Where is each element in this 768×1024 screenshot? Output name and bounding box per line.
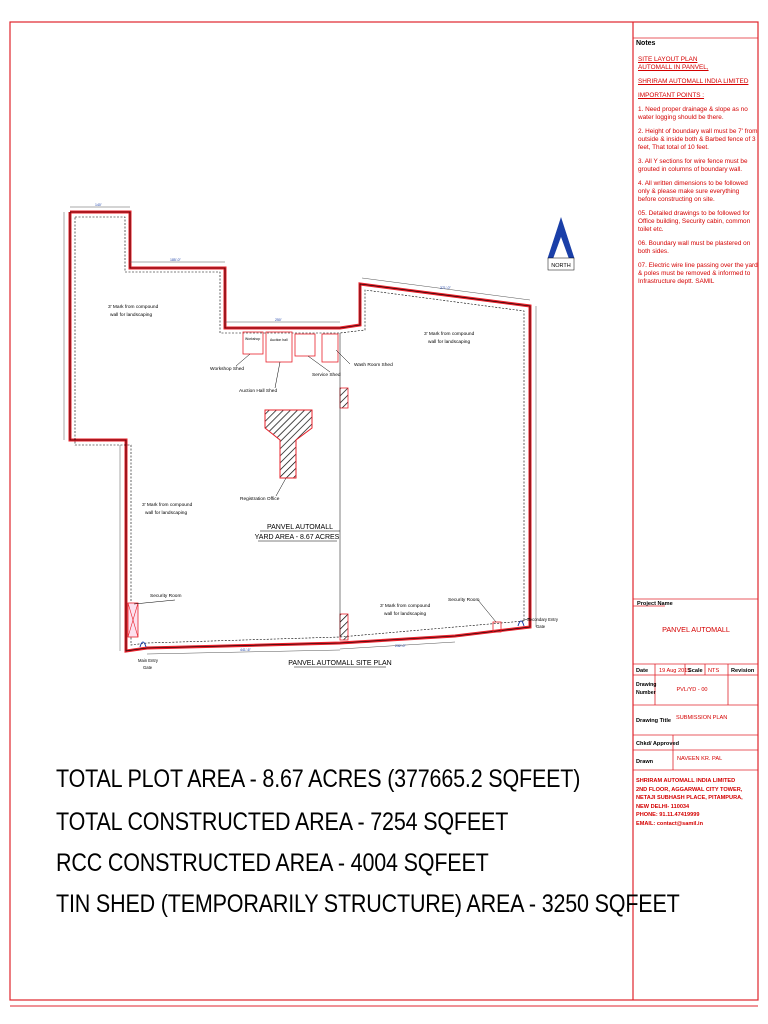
svg-text:371'-0": 371'-0": [440, 286, 451, 290]
note-point: 06. Boundary wall must be plastered on both sides.: [638, 240, 751, 255]
drawing-title-value: SUBMISSION PLAN: [676, 715, 728, 721]
summary-rcc-constructed-area: RCC CONSTRUCTED AREA - 4004 SQFEET: [56, 849, 489, 877]
address-line: EMAIL: contact@samil.in: [636, 820, 703, 827]
notes-important-heading: IMPORTANT POINTS :: [638, 92, 705, 99]
drawn-label: Drawn: [636, 759, 654, 765]
workshop-block: [243, 332, 263, 354]
yard-area: YARD AREA - 8.67 ACRES: [254, 534, 340, 541]
notes-heading: Notes: [636, 40, 656, 47]
project-name-value: PANVEL AUTOMALL: [662, 625, 730, 634]
north-label: NORTH: [551, 263, 571, 269]
label-auction-hall-shed: Auction Hall Shed: [239, 389, 278, 394]
revision-label: Revision: [731, 668, 755, 674]
main-entry-gate-icon: [140, 642, 146, 647]
small-hatched-block: [340, 388, 348, 408]
yard-title: PANVEL AUTOMALL: [266, 524, 334, 531]
scale-label: Scale: [688, 668, 703, 674]
notes-company: SHRIRAM AUTOMALL INDIA LIMITED: [638, 78, 749, 85]
company-address: [636, 777, 756, 829]
drawn-value: NAVEEN KR. PAL: [677, 756, 723, 762]
drawing-number-label: Drawing: [636, 682, 657, 688]
mark-label-w-1: 3' Mark from compound: [142, 503, 193, 508]
mark-label-s-1: 3' Mark from compound: [380, 604, 431, 609]
label-main-entry-2: Gate: [143, 665, 153, 670]
south-hatched-block: [340, 614, 348, 640]
building-group: [128, 332, 501, 640]
notes-title-1: SITE LAYOUT PLAN: [638, 56, 698, 63]
summary-total-plot-area: TOTAL PLOT AREA - 8.67 ACRES (377665.2 SQFEET): [56, 765, 581, 793]
secondary-entry-gate-icon: [518, 621, 524, 626]
drawing-title-label: Drawing Title: [636, 718, 672, 724]
notes-panel: [638, 56, 758, 286]
service-shed-block: [295, 334, 315, 356]
address-line: NETAJI SUBHASH PLACE, PITAMPURA,: [636, 795, 743, 802]
label-service-shed: Service Shed: [312, 373, 341, 378]
label-secondary-entry-1: Secondary Entry: [527, 617, 558, 622]
svg-text:441'-6": 441'-6": [240, 648, 251, 652]
address-line: SHRIRAM AUTOMALL INDIA LIMITED: [636, 778, 736, 784]
date-value: 19 Aug 2015: [659, 668, 691, 674]
label-auction-hall: Auction hall: [270, 338, 288, 342]
svg-text:140': 140': [95, 203, 102, 207]
label-workshop: Workshop: [245, 337, 261, 341]
svg-text:250': 250': [275, 318, 282, 322]
wash-room-block: [322, 334, 338, 362]
note-point: 1. Need proper drainage & slope as no water logging should be there.: [638, 106, 748, 121]
leader-lines: [134, 350, 530, 622]
note-point: 07. Electric wire line passing over the yard & poles must be removed & informed to Infrastructure deptt. SAMIL: [638, 262, 758, 285]
notes-title-2: AUTOMALL IN PANVEL,: [638, 64, 709, 71]
note-point: 4. All written dimensions to be followed only & please make sure everything before constructing on site.: [638, 180, 748, 203]
date-label: Date: [636, 668, 649, 674]
label-security-room-west: Security Room: [150, 594, 182, 599]
label-secondary-entry-2: Gate: [536, 624, 546, 629]
mark-label-nw-1: 3' Mark from compound: [108, 305, 159, 310]
mark-label-nw-2: wall for landscaping: [110, 313, 153, 318]
label-security-room-east: Security Room: [448, 598, 480, 603]
registration-office-block: [265, 410, 312, 478]
label-main-entry-1: Main Entry: [138, 658, 159, 663]
mark-label-ne-2: wall for landscaping: [428, 340, 471, 345]
label-registration-office: Registration Office: [240, 497, 280, 502]
note-point: 3. All Y sections for wire fence must be grouted in columns of boundary wall.: [638, 158, 748, 173]
svg-text:185'-0": 185'-0": [170, 258, 181, 262]
note-point: 05. Detailed drawings to be followed for Office building, Security cabin, common toilet etc.: [638, 210, 751, 233]
checked-label: Chkd/ Approved: [636, 741, 679, 747]
project-name-label: Project Name: [637, 601, 673, 607]
label-wash-room-shed: Wash Room Shed: [354, 363, 393, 368]
drawing-number-value: PVL/YD - 00: [676, 687, 708, 693]
svg-text:232'-0": 232'-0": [395, 644, 406, 648]
summary-total-constructed-area: TOTAL CONSTRUCTED AREA - 7254 SQFEET: [56, 808, 509, 836]
note-point: 2. Height of boundary wall must be 7' from outside & inside both & Barbed fence of 3 feet, That total of 10 feet.: [638, 128, 758, 151]
address-line: 2ND FLOOR, AGGARWAL CITY TOWER,: [636, 786, 743, 793]
mark-label-w-2: wall for landscaping: [145, 511, 188, 516]
mark-label-ne-1: 3' Mark from compound: [424, 332, 475, 337]
address-line: NEW DELHI- 110034: [636, 803, 690, 810]
label-workshop-shed: Workshop Shed: [210, 367, 245, 372]
svg-text:Number: Number: [636, 690, 656, 696]
scale-value: NTS: [708, 668, 720, 674]
auction-hall-block: [266, 332, 292, 362]
address-line: PHONE: 91.11.47419999: [636, 812, 700, 819]
summary-tin-shed-area: TIN SHED (TEMPORARILY STRUCTURE) AREA - 3250 SQFEET: [56, 890, 680, 918]
mark-label-s-2: wall for landscaping: [384, 612, 427, 617]
site-plan-title: PANVEL AUTOMALL SITE PLAN: [288, 660, 392, 667]
